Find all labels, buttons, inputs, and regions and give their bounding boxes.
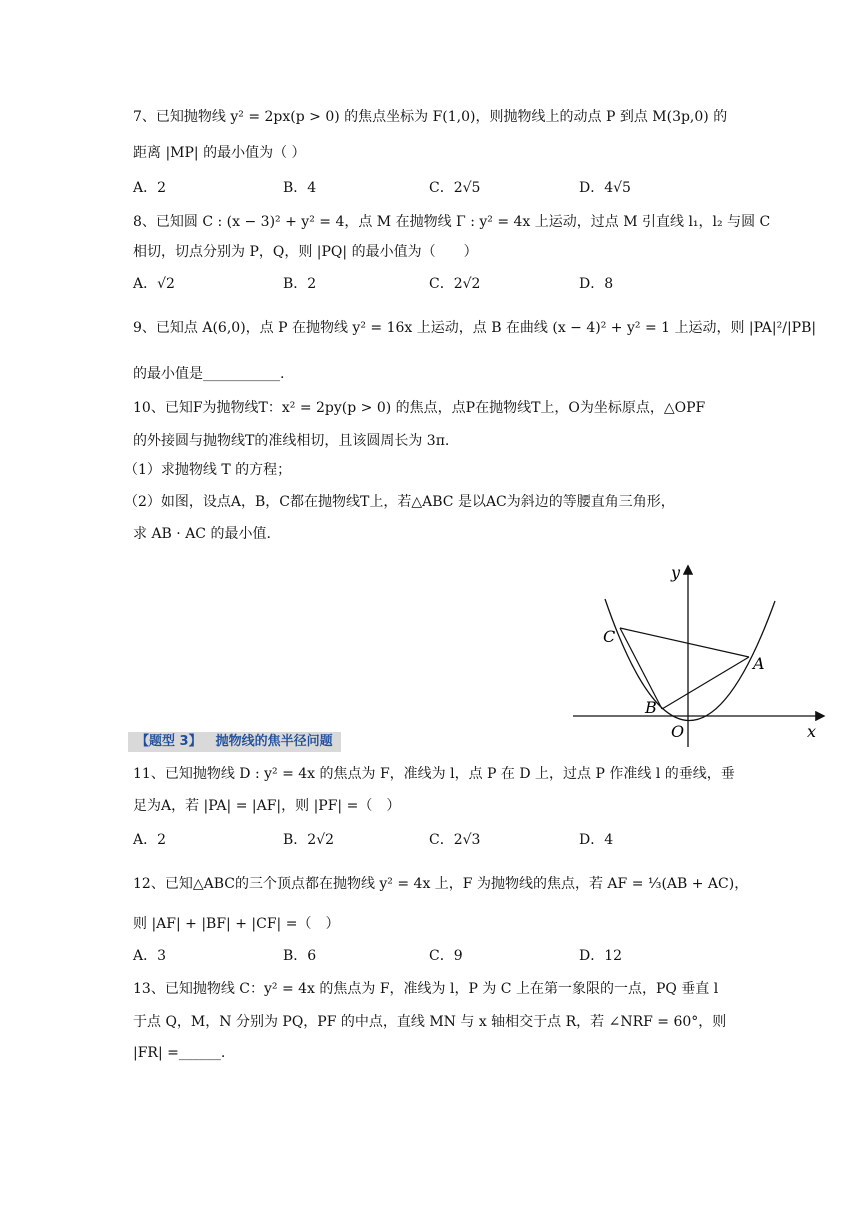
q8-line-2: 相切，切点分别为 P，Q，则 |PQ| 的最小值为（ ）: [133, 244, 478, 260]
q12-option-d: D．12: [579, 948, 623, 964]
section-tag-label: 【题型 3】: [136, 734, 202, 749]
segment-ba: [662, 657, 749, 709]
parabola-figure: [565, 555, 835, 755]
q11-line-1: 11、已知抛物线 D : y² = 4x 的焦点为 F，准线为 l，点 P 在 D 上，过点 P 作准线 l 的垂线，垂: [133, 766, 735, 782]
q7-option-a: A．2: [133, 180, 167, 196]
parabola-curve: [605, 599, 775, 721]
q10-part-1: （1）求抛物线 T 的方程；: [124, 462, 292, 478]
q7-line-1: 7、已知抛物线 y² = 2px(p > 0) 的焦点坐标为 F(1,0)，则抛物线上的动点 P 到点 M(3p,0) 的: [133, 109, 728, 125]
q11-option-d: D．4: [579, 832, 614, 848]
q11-option-c: C．2√3: [429, 832, 481, 848]
section-tag: [128, 732, 341, 752]
q12-option-b: B．6: [283, 948, 317, 964]
q12-option-c: C．9: [429, 948, 463, 964]
q11-line-2: 足为A，若 |PA| = |AF|，则 |PF| =（ ）: [133, 798, 401, 814]
q8-option-a: A．√2: [133, 276, 175, 292]
q7-option-b: B．4: [283, 180, 317, 196]
q10-line-1: 10、已知F为抛物线T：x² = 2py(p > 0) 的焦点，点P在抛物线T上，O为坐标原点，△OPF: [133, 400, 706, 416]
q7-option-c: C．2√5: [429, 180, 481, 196]
segment-ca: [620, 628, 749, 657]
segment-cb: [620, 628, 662, 709]
q10-part-2: （2）如图，设点A，B，C都在抛物线T上，若△ABC 是以AC为斜边的等腰直角三角形，: [124, 494, 675, 510]
q13-line-1: 13、已知抛物线 C：y² = 4x 的焦点为 F，准线为 l，P 为 C 上在第一象限的一点，PQ 垂直 l: [133, 981, 719, 997]
q11-options: [133, 830, 733, 850]
q12-line-2: 则 |AF| + |BF| + |CF| =（ ）: [133, 916, 340, 932]
label-c: C: [603, 627, 616, 646]
q13-line-2: 于点 Q，M，N 分别为 PQ，PF 的中点，直线 MN 与 x 轴相交于点 R，若 ∠NRF = 60°，则: [133, 1014, 727, 1030]
q12-option-a: A．3: [133, 948, 167, 964]
label-x: x: [807, 722, 817, 741]
q8-option-d: D．8: [579, 276, 614, 292]
label-origin: O: [671, 722, 685, 741]
q9-line-1: 9、已知点 A(6,0)，点 P 在抛物线 y² = 16x 上运动，点 B 在曲线 (x − 4)² + y² = 1 上运动，则 |PA|²/|PB|: [133, 320, 817, 336]
section-title: 抛物线的焦半径问题: [215, 734, 333, 749]
q9-line-2: 的最小值是___________.: [133, 366, 285, 382]
q8-line-1: 8、已知圆 C : (x − 3)² + y² = 4，点 M 在抛物线 Γ : y² = 4x 上运动，过点 M 引直线 l₁，l₂ 与圆 C: [133, 214, 771, 230]
label-y: y: [671, 563, 681, 582]
q7-option-d: D．4√5: [579, 180, 631, 196]
q12-options: [133, 946, 733, 966]
q10-part-2b: 求 AB · AC 的最小值.: [133, 526, 271, 542]
q7-options: [133, 178, 733, 198]
q11-option-b: B．2√2: [283, 832, 335, 848]
q8-option-c: C．2√2: [429, 276, 481, 292]
q8-option-b: B．2: [283, 276, 317, 292]
q7-line-2: 距离 |MP| 的最小值为（ ）: [133, 145, 306, 161]
q13-line-3: |FR| =______.: [133, 1045, 226, 1061]
q10-line-2: 的外接圆与抛物线T的准线相切，且该圆周长为 3π.: [133, 433, 450, 449]
q8-options: [133, 274, 733, 294]
q11-option-a: A．2: [133, 832, 167, 848]
q12-line-1: 12、已知△ABC的三个顶点都在抛物线 y² = 4x 上，F 为抛物线的焦点，若 AF = ⅓(AB + AC)，: [133, 876, 749, 892]
label-a: A: [753, 654, 765, 673]
label-b: B: [645, 698, 657, 717]
